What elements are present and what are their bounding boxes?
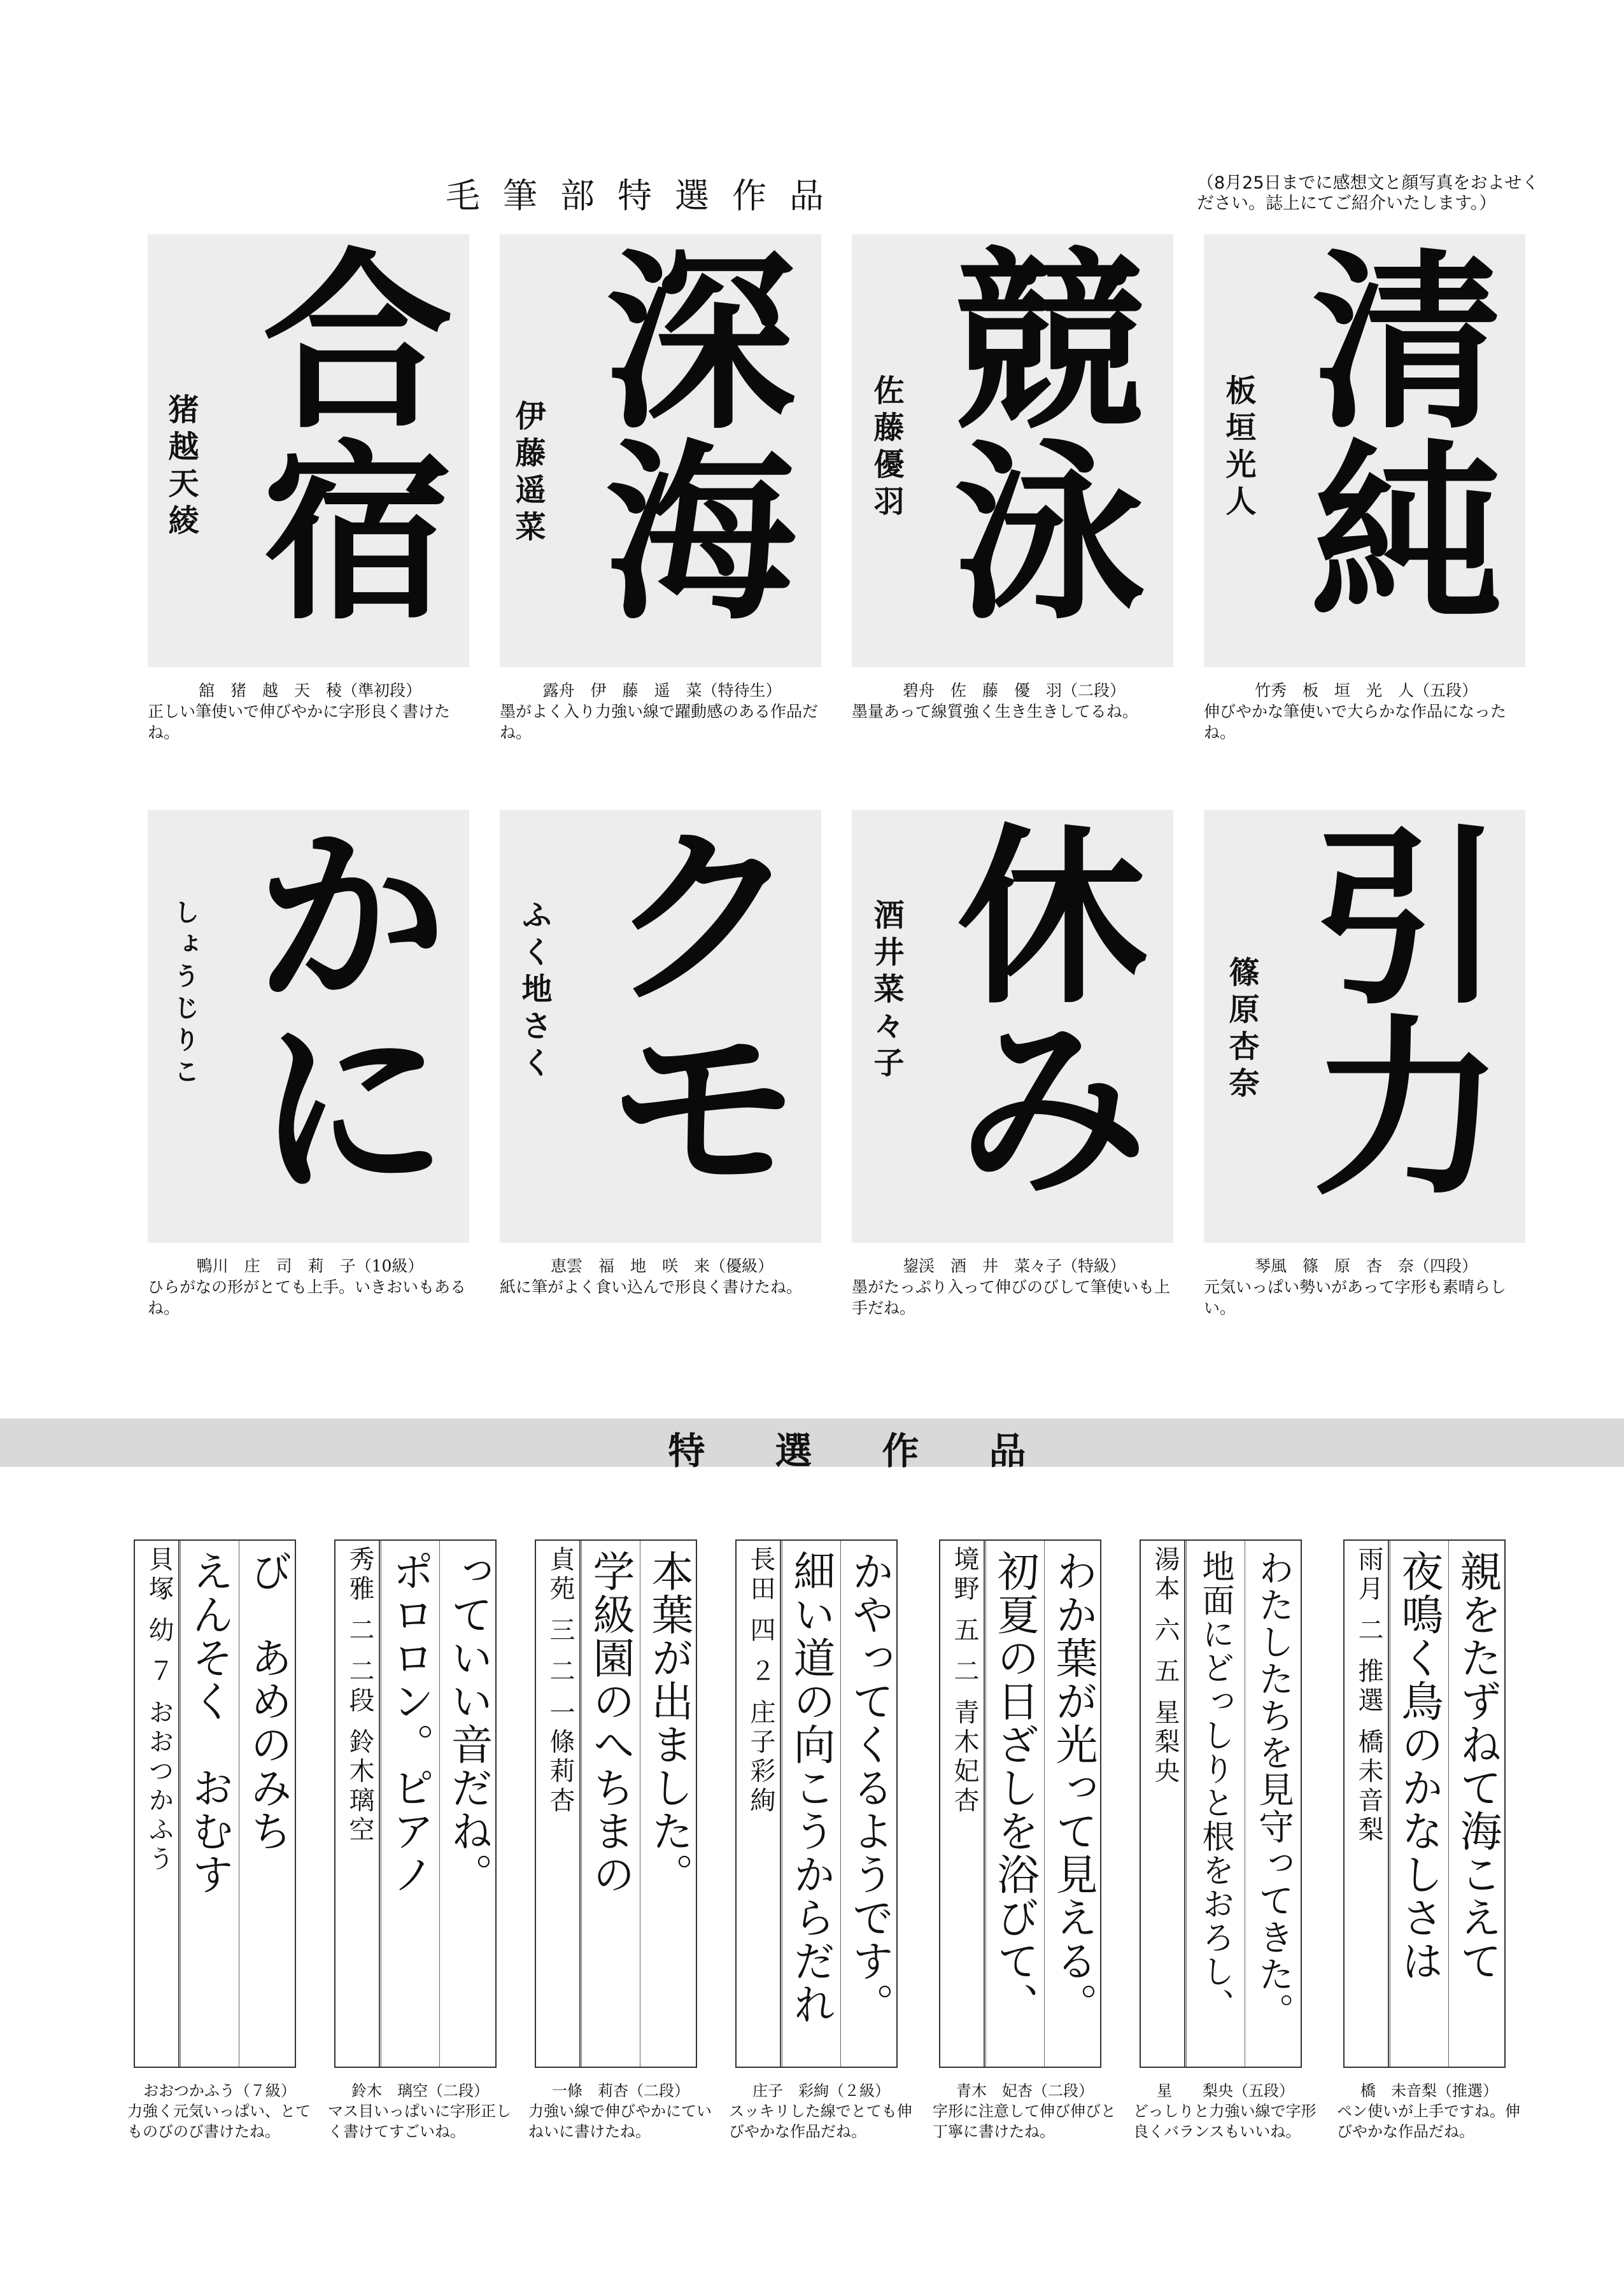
writing-column (640, 1541, 696, 2067)
writing-column (180, 1541, 236, 2067)
brush-char: か (256, 810, 447, 1030)
brush-char: 純 (1312, 421, 1503, 646)
brush-char: 休 (957, 810, 1148, 1030)
student-meta: 秀雅 二 二段 鈴木璃空 (345, 1546, 374, 1846)
brush-char: に (256, 996, 447, 1221)
brush-char: ク (608, 810, 799, 1030)
teacher-comment: 墨がたっぷり入って伸びのびして筆使いも上手だね。 (852, 1278, 1171, 1317)
pen-caption (1133, 2081, 1318, 2142)
pen-work-sheet (1140, 1539, 1302, 2068)
brush-signature: 猪越天綾 (163, 393, 199, 541)
brush-signature: 板垣光人 (1220, 374, 1256, 522)
student-meta: 貝塚 幼 ７ おおつかふう (145, 1546, 174, 1875)
brush-char: み (957, 996, 1148, 1221)
brush-char: 競 (954, 234, 1145, 455)
sheet-info-column (940, 1541, 985, 2067)
sheet-info-column (1345, 1541, 1389, 2067)
student-name: 星 梨央（五段） (1157, 2082, 1294, 2100)
pen-work-sheet (334, 1539, 497, 2068)
pen-caption (933, 2081, 1117, 2142)
teacher-comment: 墨量あって線質強く生き生きしてるね。 (852, 702, 1138, 721)
brush-caption (500, 680, 824, 743)
pen-caption (528, 2081, 713, 2142)
student-name: 庄子 彩絢（２級） (752, 2082, 890, 2100)
brush-signature: ふく地さく (516, 899, 552, 1084)
writing-column (381, 1541, 437, 2067)
student-name: 鈴木 璃空（二段） (351, 2082, 489, 2100)
writing-column (439, 1541, 495, 2067)
sheet-info-column (536, 1541, 581, 2067)
brush-char: 力 (1312, 996, 1503, 1221)
student-name: 露舟 伊 藤 遥 菜（特待生） (542, 681, 782, 700)
brush-char: 引 (1312, 810, 1503, 1030)
pen-work-sheet (735, 1539, 898, 2068)
brush-caption (148, 680, 472, 743)
brush-caption (852, 1256, 1176, 1319)
sheet-info-column (1141, 1541, 1185, 2067)
teacher-comment: マス目いっぱいに字形正しく書けてすごいね。 (328, 2102, 511, 2140)
brush-signature: 酒井菜々子 (868, 899, 904, 1084)
teacher-comment: 伸びやかな筆使いで大らかな作品になったね。 (1204, 702, 1507, 742)
pen-text-line: わたしたちを見守ってきた。 (1253, 1550, 1294, 2030)
deadline-note: （8月25日までに感想文と顔写真をおよせください。誌上にてご紹介いたします。） (1197, 173, 1539, 213)
student-name: 鴨川 庄 司 莉 子（10級） (196, 1257, 424, 1275)
student-name: 恵雲 福 地 咲 来（優級） (550, 1257, 773, 1275)
brush-work-panel (852, 234, 1173, 667)
pen-work-sheet (939, 1539, 1101, 2068)
writing-column (840, 1541, 896, 2067)
teacher-comment: ひらがなの形がとても上手。いきおいもあるね。 (148, 1278, 467, 1317)
brush-work-panel (1204, 810, 1525, 1243)
pen-work-sheet (535, 1539, 697, 2068)
brush-char: 宿 (262, 421, 453, 646)
student-meta: 長田 四 ２ 庄子彩絢 (746, 1546, 775, 1816)
pen-text-line: 親をたずねて海こえて (1453, 1550, 1502, 1983)
writing-column (1044, 1541, 1100, 2067)
writing-column (782, 1541, 838, 2067)
teacher-comment: 墨がよく入り力強い線で躍動感のある作品だね。 (500, 702, 819, 742)
student-meta: 湯本 六 五 星梨央 (1150, 1546, 1180, 1787)
pen-text-line: び あめのみち (243, 1550, 292, 1853)
brush-caption (1204, 1256, 1529, 1319)
pen-caption (328, 2081, 512, 2142)
pen-text-line: えんそく おむす (185, 1550, 234, 1896)
pen-section-banner (0, 1418, 1624, 1473)
writing-column (1390, 1541, 1446, 2067)
pen-caption (729, 2081, 914, 2142)
brush-caption (852, 680, 1176, 722)
student-name: 竹秀 板 垣 光 人（五段） (1254, 681, 1478, 700)
pen-text-line: 夜鳴く鳥のかなしさは (1394, 1550, 1443, 1983)
student-name: 碧舟 佐 藤 優 羽（二段） (902, 681, 1126, 700)
student-name: 青木 妃杏（二段） (956, 2082, 1094, 2100)
brush-section-heading: 毛筆部特選作品 (446, 176, 847, 216)
pen-text-line: 学級園のへちまの (586, 1550, 635, 1896)
writing-column (581, 1541, 637, 2067)
pen-text-line: ポロロン。ピアノ (385, 1550, 434, 1896)
teacher-comment: 字形に注意して伸び伸びと丁寧に書けたね。 (933, 2102, 1116, 2140)
student-name: 橋 未音梨（推選） (1360, 2082, 1498, 2100)
teacher-comment: 力強く元気いっぱい、とてものびのび書けたね。 (127, 2102, 311, 2140)
pen-text-line: 地面にどっしりと根をおろし、 (1196, 1550, 1234, 2022)
sheet-info-column (335, 1541, 380, 2067)
pen-text-line: っていい音だね。 (444, 1550, 493, 1896)
brush-char: 泳 (954, 421, 1145, 646)
student-meta: 雨月 二 推選 橋未音梨 (1354, 1546, 1383, 1846)
writing-column (1186, 1541, 1242, 2067)
student-name: 一條 莉杏（二段） (552, 2082, 689, 2100)
sheet-info-column (135, 1541, 180, 2067)
teacher-comment: 力強い線で伸びやかにていねいに書けたね。 (528, 2102, 712, 2140)
brush-signature: 伊藤遥菜 (510, 400, 546, 548)
writing-column (985, 1541, 1041, 2067)
pen-text-line: かやってくるようです。 (845, 1550, 894, 2026)
writing-column (239, 1541, 295, 2067)
pen-text-line: 本葉が出ました。 (644, 1550, 693, 1896)
student-meta: 境野 五 二 青木妃杏 (950, 1546, 979, 1816)
brush-char: 清 (1312, 234, 1503, 455)
brush-work-panel (852, 810, 1173, 1243)
pen-section-heading: 特選作品 (668, 1429, 1096, 1473)
brush-char: 海 (605, 421, 796, 646)
pen-work-sheet (1343, 1539, 1506, 2068)
brush-work-panel (148, 234, 469, 667)
teacher-comment: どっしりと力強い線で字形良くバランスもいいね。 (1133, 2102, 1317, 2140)
writing-column (1448, 1541, 1504, 2067)
teacher-comment: スッキリした線でとても伸びやかな作品だね。 (729, 2102, 912, 2140)
brush-caption (500, 1256, 824, 1298)
student-name: 琴風 篠 原 杏 奈（四段） (1254, 1257, 1478, 1275)
brush-char: 合 (262, 234, 453, 455)
brush-signature: しょうじりこ (170, 899, 200, 1090)
writing-column (1245, 1541, 1301, 2067)
pen-text-line: 細い道の向こうからだれ (786, 1550, 835, 2026)
teacher-comment: 正しい筆使いで伸びやかに字形良く書けたね。 (148, 702, 451, 742)
pen-text-line: わか葉が光って見える。 (1049, 1550, 1098, 2026)
brush-work-panel (148, 810, 469, 1243)
brush-caption (1204, 680, 1529, 743)
pen-caption (127, 2081, 312, 2142)
brush-work-panel (500, 810, 821, 1243)
teacher-comment: 紙に筆がよく食い込んで形良く書けたね。 (500, 1278, 803, 1296)
student-meta: 貞苑 三 二 一條莉杏 (546, 1546, 575, 1816)
pen-caption (1337, 2081, 1522, 2142)
brush-signature: 篠原杏奈 (1224, 956, 1259, 1104)
brush-char: 深 (605, 234, 796, 455)
brush-work-panel (500, 234, 821, 667)
pen-work-sheet (134, 1539, 296, 2068)
brush-caption (148, 1256, 472, 1319)
brush-char: モ (608, 996, 799, 1221)
student-name: 舘 猪 越 天 稜（準初段） (198, 681, 421, 700)
teacher-comment: 元気いっぱい勢いがあって字形も素晴らしい。 (1204, 1278, 1506, 1317)
student-name: おおつかふう（７級） (143, 2082, 296, 2100)
brush-signature: 佐藤優羽 (868, 374, 904, 522)
pen-text-line: 初夏の日ざしを浴びて、 (990, 1550, 1039, 2026)
teacher-comment: ペン使いが上手ですね。伸びやかな作品だね。 (1337, 2102, 1520, 2140)
sheet-info-column (737, 1541, 781, 2067)
student-name: 鋆渓 酒 井 菜々子（特級） (902, 1257, 1126, 1275)
brush-work-panel (1204, 234, 1525, 667)
